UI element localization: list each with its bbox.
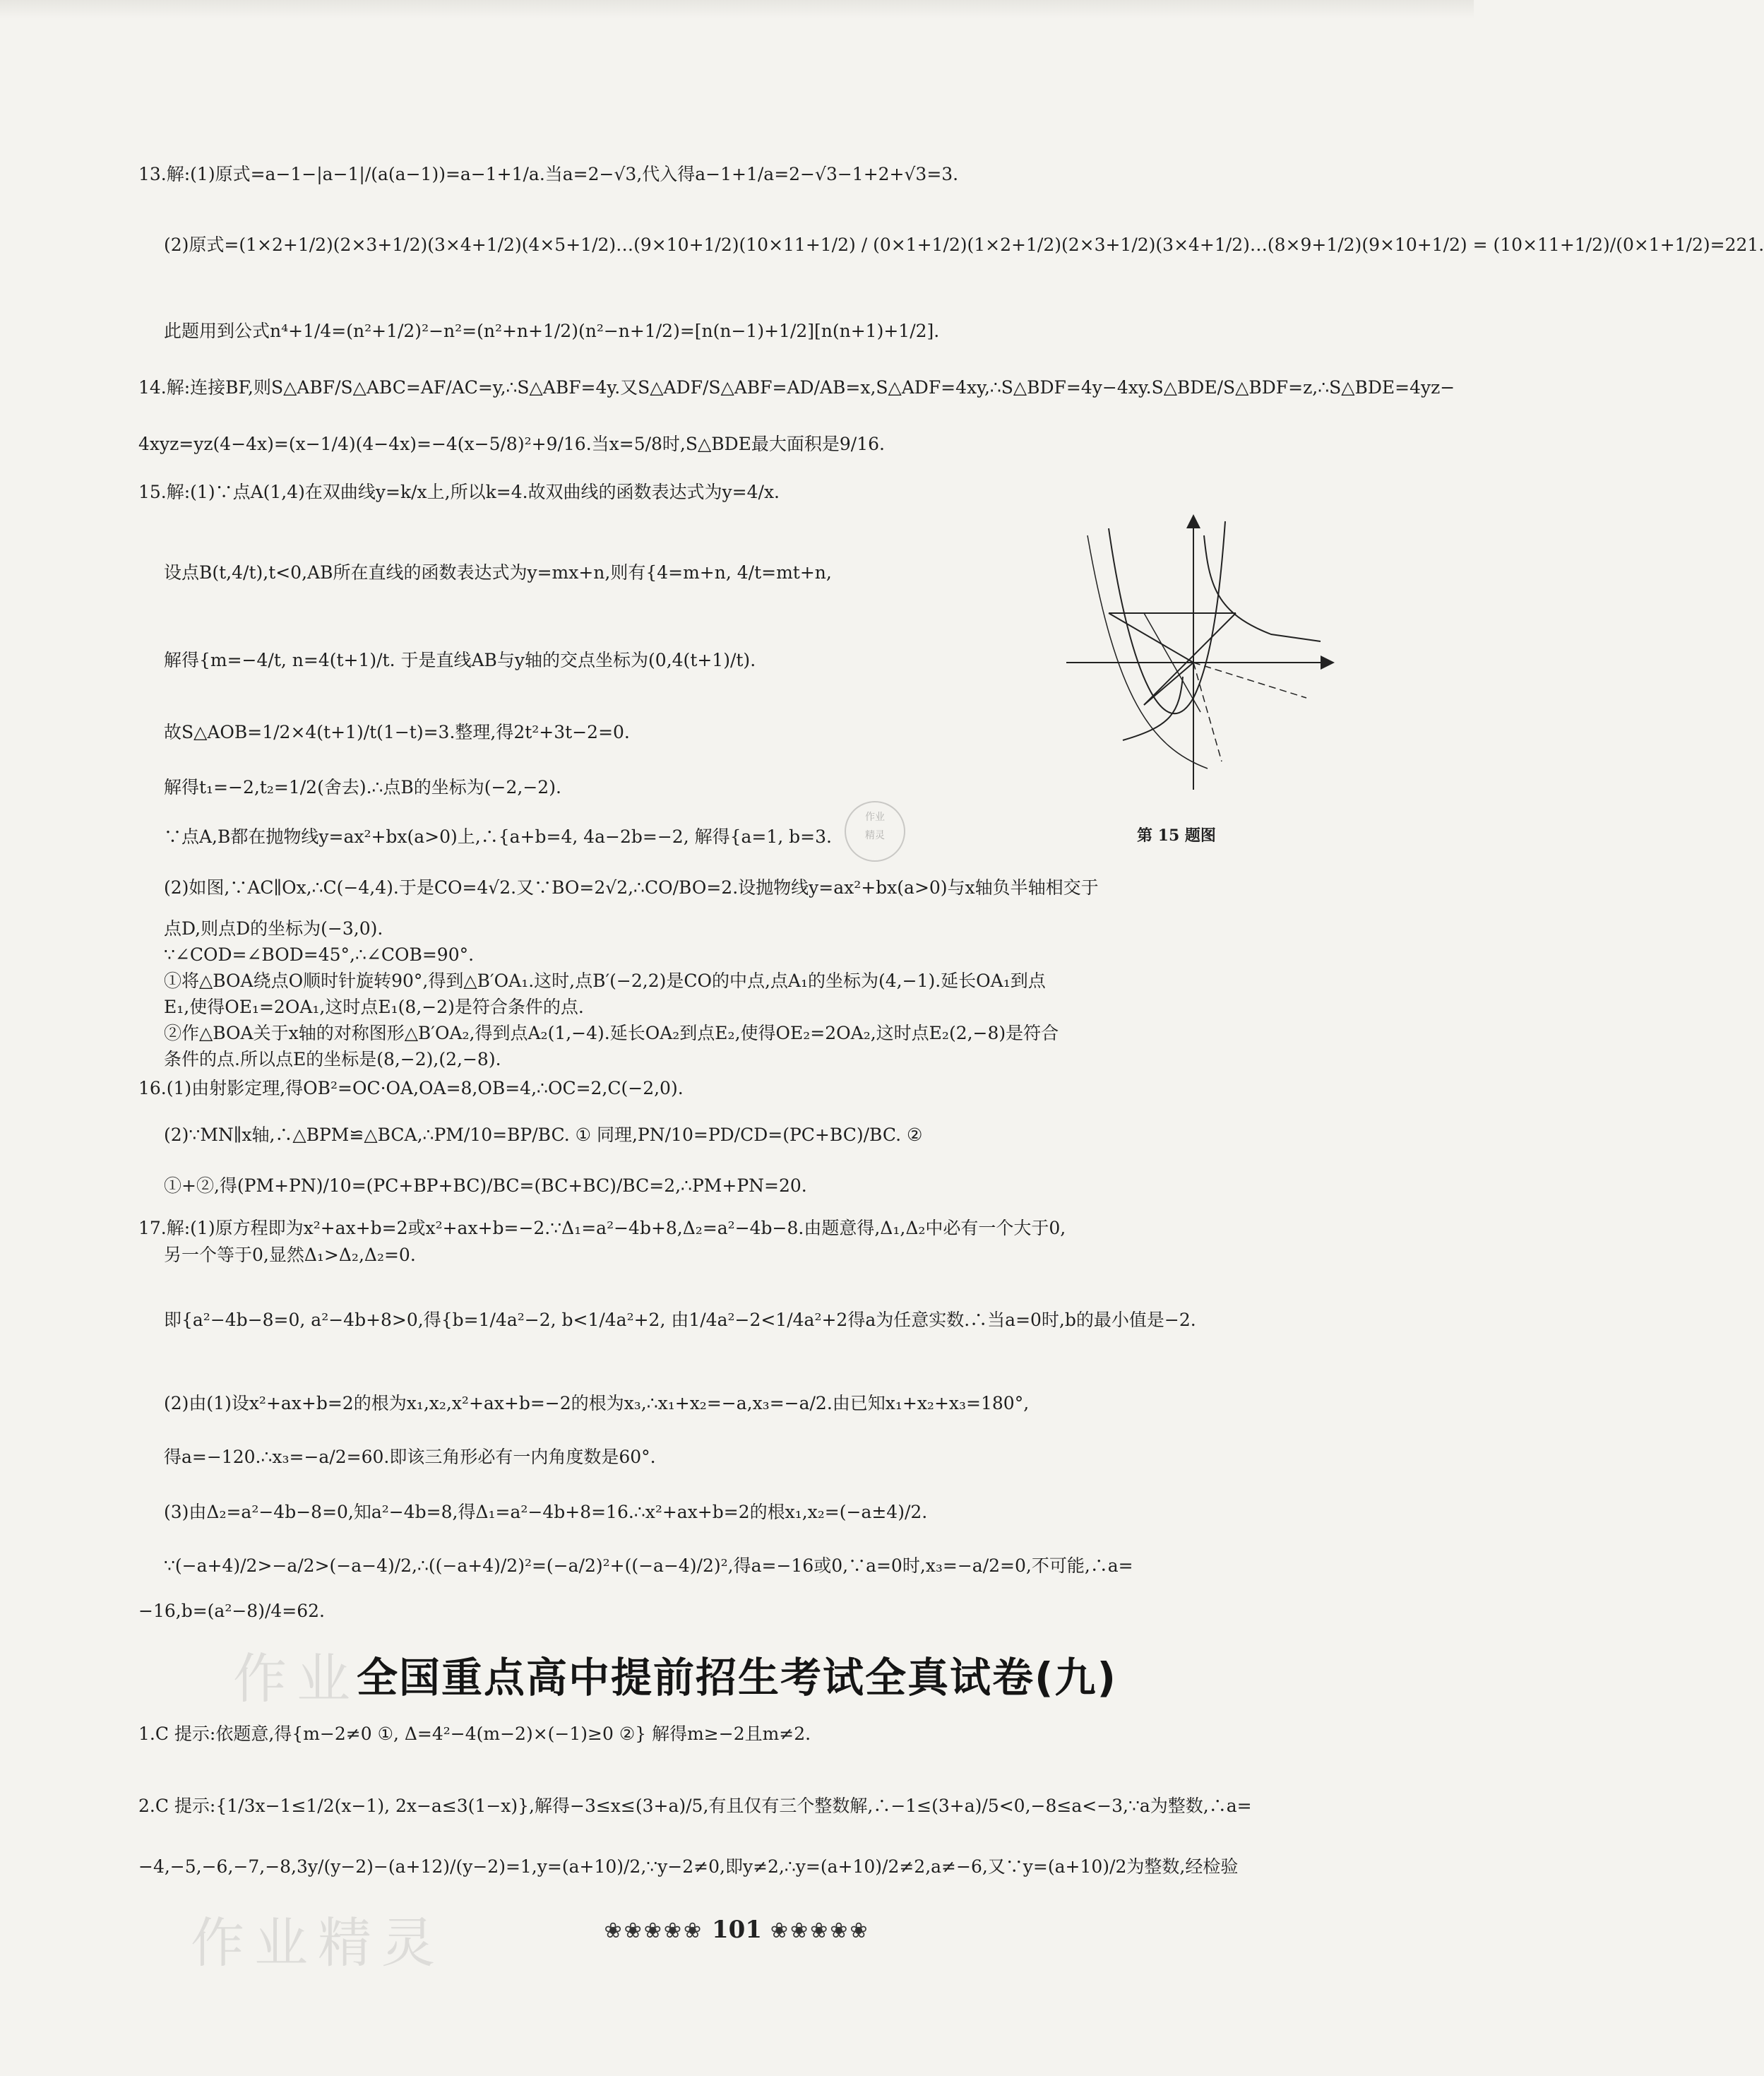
watermark-top: 作业 <box>233 1647 360 1710</box>
page-footer <box>0 1916 1474 1944</box>
solution-15-line2: 设点B(t,4/t),t<0,AB所在直线的函数表达式为y=mx+n,则有{4=m+n, 4/t=mt+n, <box>164 562 832 583</box>
segment-oe2 <box>1193 663 1222 761</box>
solution-15-line7: (2)如图,∵AC∥Ox,∴C(−4,4).于是CO=4√2.又∵BO=2√2,∴CO/BO=2.设抛物线y=ax²+bx(a>0)与x轴负半轴相交于 <box>164 877 1099 898</box>
solution-17-line8: −16,b=(a²−8)/4=62. <box>138 1601 325 1621</box>
curve <box>1087 535 1208 769</box>
hyperbola-branch-2 <box>1123 677 1183 740</box>
solution-15-line11: E₁,使得OE₁=2OA₁,这时点E₁(8,−2)是符合条件的点. <box>164 997 584 1017</box>
watermark-bottom: 作业精灵 <box>191 1911 445 1974</box>
answer-2-line2: −4,−5,−6,−7,−8,3y/(y−2)−(a+12)/(y−2)=1,y=(a+10)/2,∵y−2≠0,即y≠2,∴y=(a+10)/2≠2,a≠−6,又∵y=(a+10)/2为整数,经检验 <box>138 1856 1239 1877</box>
solution-17-line4: (2)由(1)设x²+ax+b=2的根为x₁,x₂,x²+ax+b=−2的根为x₃,∴x₁+x₂=−a,x₃=−a/2.由已知x₁+x₂+x₃=180°, <box>164 1393 1030 1413</box>
solution-15-line4: 故S△AOB=1/2×4(t+1)/t(1−t)=3.整理,得2t²+3t−2=0. <box>164 722 630 742</box>
answer-2-line1: 2.C 提示:{1/3x−1≤1/2(x−1), 2x−a≤3(1−x)},解得−3≤x≤(3+a)/5,有且仅有三个整数解,∴−1≤(3+a)/5<0,−8≤a<−3,∵a为整数,∴a= <box>138 1796 1252 1816</box>
solution-15-line12: ②作△BOA关于x轴的对称图形△B′OA₂,得到点A₂(1,−4).延长OA₂到点E₂,使得OE₂=2OA₂,这时点E₂(2,−8)是符合 <box>164 1023 1059 1043</box>
segment-oe1 <box>1193 663 1306 698</box>
answer-1: 1.C 提示:依题意,得{m−2≠0 ①, Δ=4²−4(m−2)×(−1)≥0 ②} 解得m≥−2且m≠2. <box>138 1724 811 1744</box>
solution-17-line5: 得a=−120.∴x₃=−a/2=60.即该三角形必有一内角度数是60°. <box>164 1447 656 1467</box>
solution-17-line1: 17.解:(1)原方程即为x²+ax+b=2或x²+ax+b=−2.∵Δ₁=a²−4b+8,Δ₂=a²−4b−8.由题意得,Δ₁,Δ₂中必有一个大于0, <box>138 1218 1066 1238</box>
stamp-line-1: 作业 <box>865 812 885 823</box>
solution-17-line2: 另一个等于0,显然Δ₁>Δ₂,Δ₂=0. <box>164 1245 416 1265</box>
stamp-line-2: 精灵 <box>865 830 885 841</box>
solution-15-line3: 解得{m=−4/t, n=4(t+1)/t. 于是直线AB与y轴的交点坐标为(0,4(t+1)/t). <box>164 650 756 670</box>
page-number: 101 <box>712 1916 762 1944</box>
solution-15-line13: 条件的点.所以点E的坐标是(8,−2),(2,−8). <box>164 1049 501 1069</box>
section-title: 全国重点高中提前招生考试全真试卷(九) <box>356 1654 1118 1702</box>
solution-15-line6: ∵点A,B都在抛物线y=ax²+bx(a>0)上,∴{a+b=4, 4a−2b=−2, 解得{a=1, b=3. <box>164 826 832 847</box>
solution-15-line1: 15.解:(1)∵点A(1,4)在双曲线y=k/x上,所以k=4.故双曲线的函数表达式为y=4/x. <box>138 482 780 502</box>
solution-16-line3: ①+②,得(PM+PN)/10=(PC+BP+BC)/BC=(BC+BC)/BC=2,∴PM+PN=20. <box>164 1175 807 1196</box>
solution-15-line9: ∵∠COD=∠BOD=45°,∴∠COB=90°. <box>164 944 475 965</box>
segment-ba <box>1144 613 1236 705</box>
solution-16-line2: (2)∵MN∥x轴,∴△BPM≌△BCA,∴PM/10=BP/BC. ① 同理,PN/10=PD/CD=(PC+BC)/BC. ② <box>164 1125 923 1145</box>
solution-14-line2: 4xyz=yz(4−4x)=(x−1/4)(4−4x)=−4(x−5/8)²+9/16.当x=5/8时,S△BDE最大面积是9/16. <box>138 434 885 454</box>
solution-15-line5: 解得t₁=−2,t₂=1/2(舍去).∴点B的坐标为(−2,−2). <box>164 777 561 797</box>
solution-16-line1: 16.(1)由射影定理,得OB²=OC·OA,OA=8,OB=4,∴OC=2,C(−2,0). <box>138 1078 684 1098</box>
solution-15-line10: ①将△BOA绕点O顺时针旋转90°,得到△B′OA₁.这时,点B′(−2,2)是CO的中点,点A₁的坐标为(4,−1).延长OA₁到点 <box>164 971 1046 991</box>
segment-co <box>1109 613 1193 663</box>
solution-15-line8: 点D,则点D的坐标为(−3,0). <box>164 918 383 939</box>
footer-ornament-right: ❀❀❀❀❀ <box>770 1918 870 1943</box>
solution-17-line3: 即{a²−4b−8=0, a²−4b+8>0,得{b=1/4a²−2, b<1/4a²+2, 由1/4a²−2<1/4a²+2得a为任意实数.∴当a=0时,b的最小值是−2. <box>164 1310 1196 1330</box>
solution-13-note: 此题用到公式n⁴+1/4=(n²+1/2)²−n²=(n²+n+1/2)(n²−n+1/2)=[n(n−1)+1/2][n(n+1)+1/2]. <box>164 321 940 341</box>
figure-q15 <box>1059 514 1335 797</box>
figure-caption: 第 15 题图 <box>1137 826 1216 845</box>
hyperbola-branch-1 <box>1204 535 1321 641</box>
solution-17-line6: (3)由Δ₂=a²−4b−8=0,知a²−4b=8,得Δ₁=a²−4b+8=16.∴x²+ax+b=2的根x₁,x₂=(−a±4)/2. <box>164 1502 928 1522</box>
segment-bo <box>1144 663 1193 705</box>
solution-13-part1: 13.解:(1)原式=a−1−|a−1|/(a(a−1))=a−1+1/a.当a=2−√3,代入得a−1+1/a=2−√3−1+2+√3=3. <box>138 164 959 184</box>
solution-17-line7: ∵(−a+4)/2>−a/2>(−a−4)/2,∴((−a+4)/2)²=(−a/2)²+((−a−4)/2)²,得a=−16或0,∵a=0时,x₃=−a/2=0,不可能,∴a= <box>164 1555 1133 1576</box>
footer-ornament-left: ❀❀❀❀❀ <box>604 1918 704 1943</box>
watermark-stamp <box>845 801 905 862</box>
scan-edge <box>0 0 1474 18</box>
solution-13-part2: (2)原式=(1×2+1/2)(2×3+1/2)(3×4+1/2)(4×5+1/2)…(9×10+1/2)(10×11+1/2) / (0×1+1/2)(1×2+1/2)(2×3+1/2)(3×4+1/2)…(8×9+1/2)(9×10+1/2) = (10×11+1/2)/(0×1+1/2)=221. <box>164 235 1764 255</box>
solution-14-line1: 14.解:连接BF,则S△ABF/S△ABC=AF/AC=y,∴S△ABF=4y.又S△ADF/S△ABF=AD/AB=x,S△ADF=4xy,∴S△BDF=4y−4xy.S△BDE/S△BDF=z,∴S△BDE=4yz− <box>138 377 1455 398</box>
